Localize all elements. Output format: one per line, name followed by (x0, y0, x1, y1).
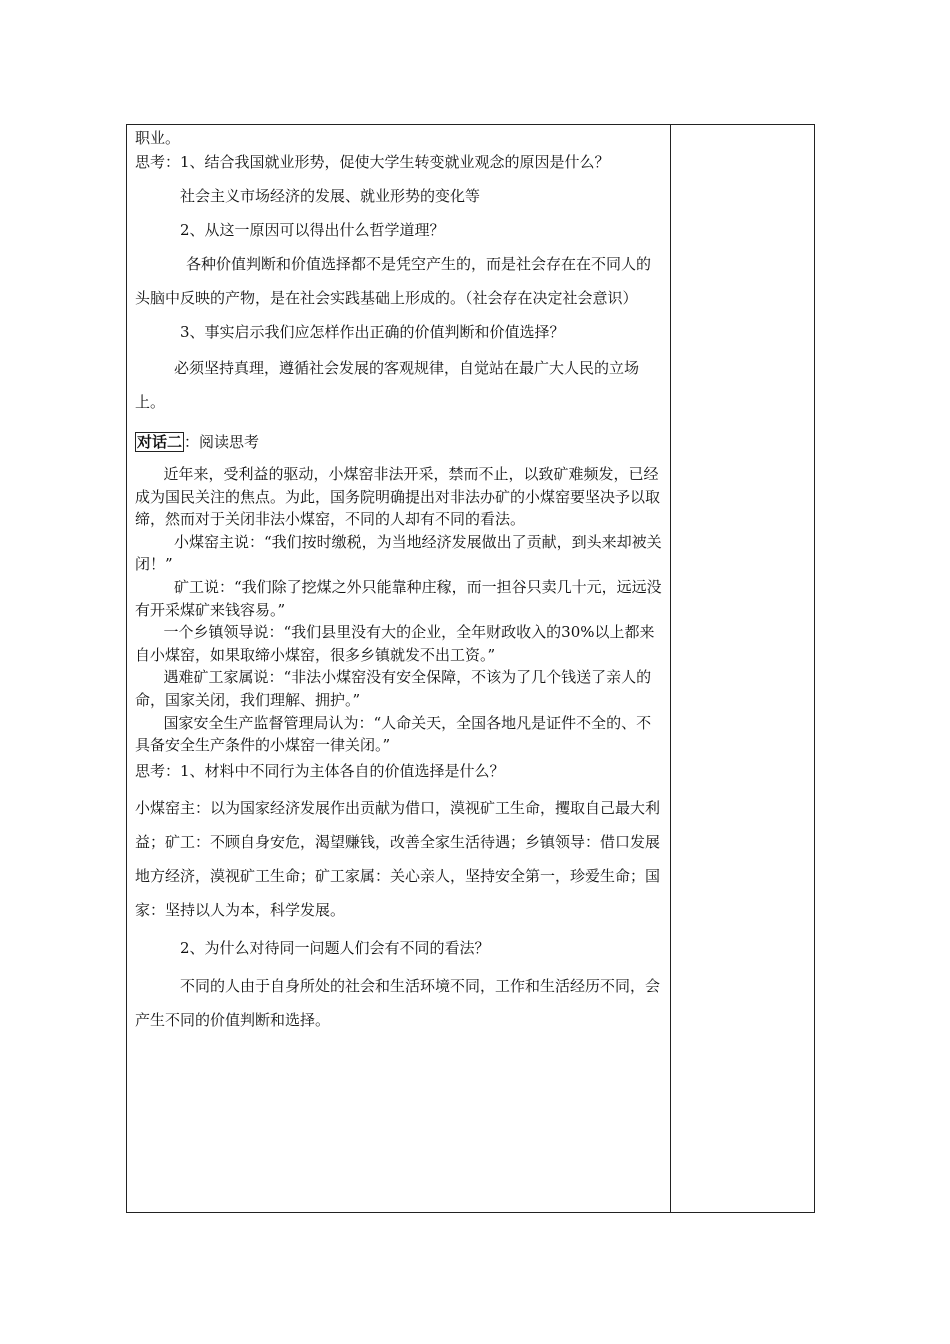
quote-family: 遇难矿工家属说：“非法小煤窑没有安全保障，不该为了几个钱送了亲人的命，国家关闭，我们理解、拥护。” (135, 668, 652, 709)
dialog-title: 对话二 (137, 433, 183, 451)
material-paragraph: 近年来，受利益的驱动，小煤窑非法开采，禁而不止，以致矿难频发，已经成为国民关注的焦点。为此，国务院明确提出对非法办矿的小煤窑要坚决予以取缔，然而对于关闭非法小煤窑，不同的人却有不同的看法。 (135, 465, 661, 529)
question-3: 3、事实启示我们应怎样作出正确的价值判断和价值选择？ (180, 323, 565, 341)
answer-4: 小煤窑主：以为国家经济发展作出贡献为借口，漠视矿工生命，攫取自己最大利益；矿工：不顾自身安危，渴望赚钱，改善全家生活待遇；乡镇领导：借口发展地方经济，漠视矿工生命；矿工家属：关心亲人，坚持安全第一，珍爱生命；国家：坚持以人为本，科学发展。 (135, 798, 661, 919)
answer-1: 社会主义市场经济的发展、就业形势的变化等 (180, 187, 481, 205)
quote-miner: 矿工说：“我们除了挖煤之外只能靠种庄稼，而一担谷只卖几十元，远远没有开采煤矿来钱容易。” (135, 577, 662, 619)
answer-3: 必须坚持真理，遵循社会发展的客观规律，自觉站在最广大人民的立场上。 (135, 359, 640, 411)
answer-5: 不同的人由于自身所处的社会和生活环境不同，工作和生活经历不同，会产生不同的价值判断和选择。 (135, 976, 661, 1029)
dialog-heading (135, 425, 662, 459)
question-5: 2、为什么对待同一问题人们会有不同的看法？ (180, 938, 490, 957)
text-line: 职业。 (135, 129, 181, 147)
question-4: 思考：1、材料中不同行为主体各自的价值选择是什么？ (135, 761, 505, 780)
dialog-subtitle: ：阅读思考 (184, 433, 260, 451)
question-1: 思考：1、结合我国就业形势，促使大学生转变就业观念的原因是什么？ (135, 153, 610, 171)
quote-owner: 小煤窑主说：“我们按时缴税，为当地经济发展做出了贡献，到头来却被关闭！” (135, 532, 662, 574)
question-2: 2、从这一原因可以得出什么哲学道理？ (180, 221, 445, 239)
quote-official: 一个乡镇领导说：“我们县里没有大的企业，全年财政收入的30%以上都来自小煤窑，如果取缔小煤窑，很多乡镇就发不出工资。” (135, 623, 655, 664)
content-cell (135, 127, 662, 1037)
quote-agency: 国家安全生产监督管理局认为：“人命关天，全国各地凡是证件不全的、不具备安全生产条件的小煤窑一律关闭。” (135, 713, 652, 755)
notes-cell (671, 125, 814, 1212)
answer-2: 各种价值判断和价值选择都不是凭空产生的，而是社会存在在不同人的头脑中反映的产物，是在社会实践基础上形成的。（社会存在决定社会意识） (135, 255, 652, 307)
